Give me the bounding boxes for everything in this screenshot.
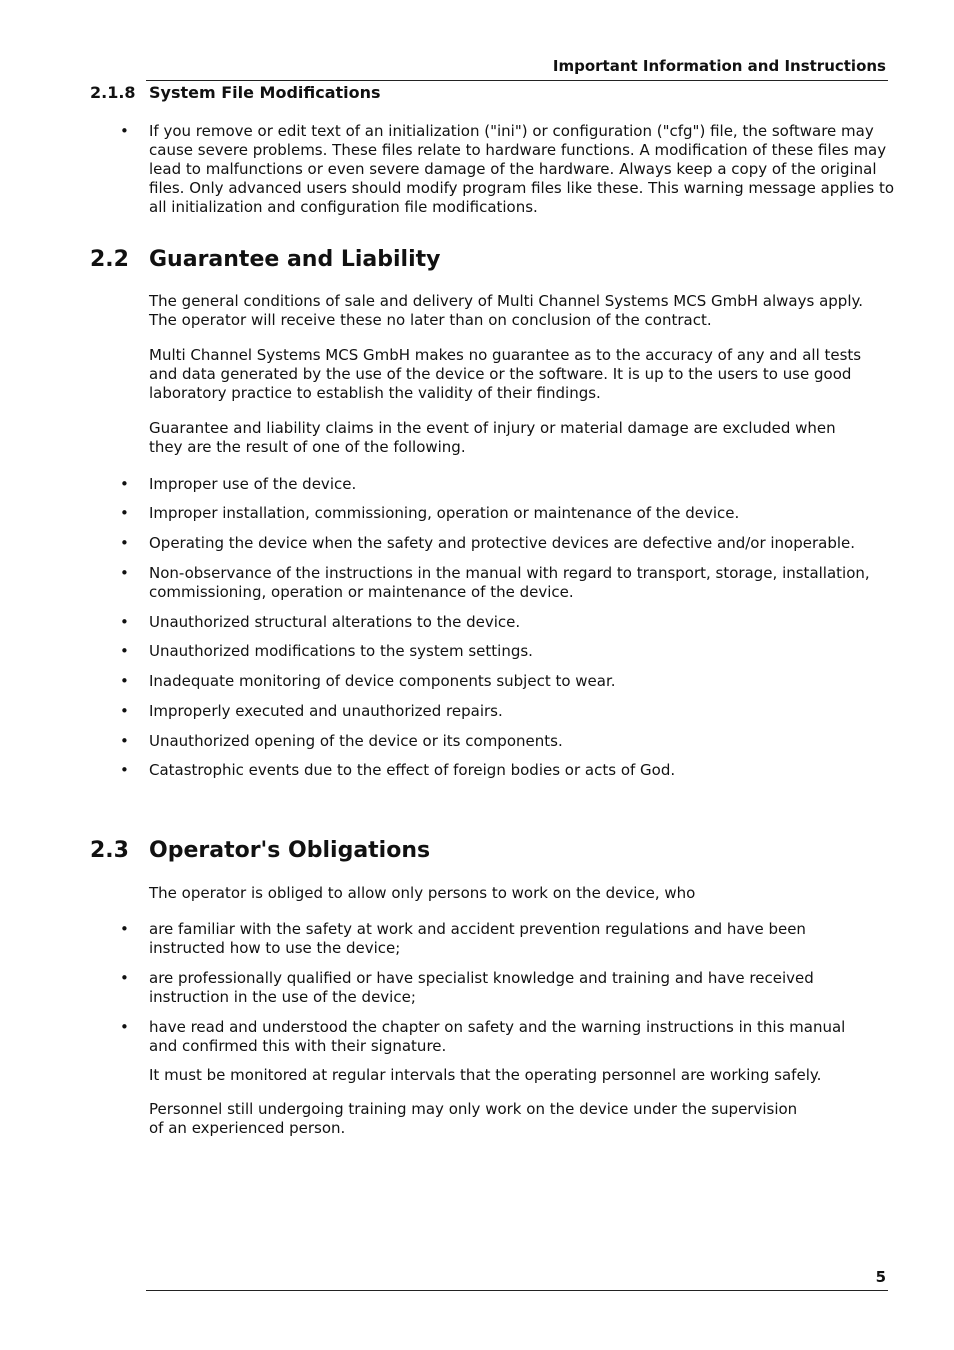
list-item: Unauthorized modifications to the system settings. [149, 642, 533, 660]
list-item: are professionally qualified or have specialist knowledge and training and have received instruction in the use of the device; [149, 969, 814, 1006]
bullet-marker: • [120, 564, 129, 582]
bullet-marker: • [120, 732, 129, 750]
bullet-marker: • [120, 475, 129, 493]
list-item: Inadequate monitoring of device components subject to wear. [149, 672, 616, 690]
bullet-marker: • [120, 702, 129, 720]
paragraph-claims-excluded: Guarantee and liability claims in the event of injury or material damage are excluded when they are the result of one of the following. [149, 419, 836, 456]
section-title-2-2: Guarantee and Liability [149, 247, 441, 272]
bullet-marker: • [120, 1018, 129, 1036]
list-item: Unauthorized structural alterations to the device. [149, 613, 521, 631]
bullet-marker: • [120, 642, 129, 660]
list-item: Improper installation, commissioning, operation or maintenance of the device. [149, 504, 740, 522]
paragraph-no-guarantee: Multi Channel Systems MCS GmbH makes no guarantee as to the accuracy of any and all tests and data generated by the use of the device or the software. It is up to the users to use good laboratory practice to establish the validity of their findings. [149, 346, 862, 402]
bullet-marker: • [120, 122, 129, 140]
paragraph-training-supervision: Personnel still undergoing training may only work on the device under the supervision of an experienced person. [149, 1100, 798, 1137]
header-divider [146, 80, 888, 81]
list-item: Catastrophic events due to the effect of foreign bodies or acts of God. [149, 761, 676, 779]
list-item: have read and understood the chapter on safety and the warning instructions in this manual and confirmed this with their signature. [149, 1018, 846, 1055]
list-item: Non-observance of the instructions in the manual with regard to transport, storage, installation, commissioning, operation or maintenance of the device. [149, 564, 870, 601]
list-item: Operating the device when the safety and protective devices are defective and/or inoperable. [149, 534, 856, 552]
bullet-marker: • [120, 920, 129, 938]
bullet-system-file-warning: If you remove or edit text of an initialization ("ini") or configuration ("cfg") file, the software may cause severe problems. These files relate to hardware functions. A modification of these files may lead to malfunctions or even severe damage of the hardware. Always keep a copy of the original files. Only advanced users should modify program files like these. This warning message applies to all initialization and configuration file modifications. [149, 122, 895, 216]
list-item: Improper use of the device. [149, 475, 357, 493]
page-number: 5 [875, 1268, 886, 1286]
bullet-marker: • [120, 534, 129, 552]
paragraph-conditions-of-sale: The general conditions of sale and delivery of Multi Channel Systems MCS GmbH always apply. The operator will receive these no later than on conclusion of the contract. [149, 292, 863, 329]
list-item: Unauthorized opening of the device or its components. [149, 732, 563, 750]
section-title-2-1-8: System File Modifications [149, 83, 381, 102]
section-number-2-1-8: 2.1.8 [90, 83, 136, 102]
bullet-marker: • [120, 969, 129, 987]
paragraph-monitoring: It must be monitored at regular intervals that the operating personnel are working safely. [149, 1066, 822, 1084]
bullet-marker: • [120, 672, 129, 690]
section-number-2-2: 2.2 [90, 247, 129, 272]
section-title-2-3: Operator's Obligations [149, 838, 431, 863]
bullet-marker: • [120, 761, 129, 779]
section-number-2-3: 2.3 [90, 838, 129, 863]
list-item: are familiar with the safety at work and accident prevention regulations and have been instructed how to use the device; [149, 920, 806, 957]
footer-divider [146, 1290, 888, 1291]
bullet-marker: • [120, 613, 129, 631]
bullet-marker: • [120, 504, 129, 522]
paragraph-operator-intro: The operator is obliged to allow only persons to work on the device, who [149, 884, 696, 902]
running-header-title: Important Information and Instructions [552, 57, 886, 75]
list-item: Improperly executed and unauthorized repairs. [149, 702, 503, 720]
